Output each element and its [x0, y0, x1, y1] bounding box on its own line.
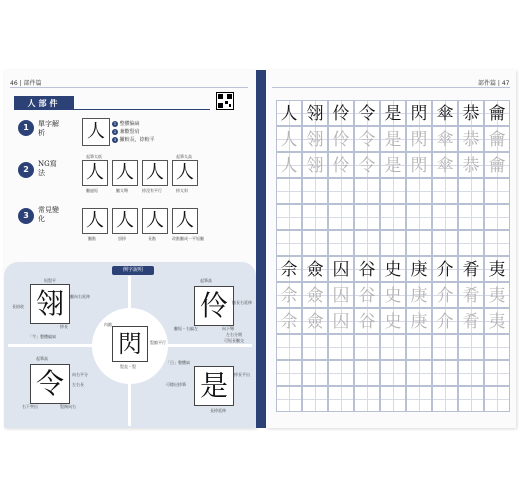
practice-cell-blank[interactable] [458, 386, 484, 412]
practice-cell-trace: 人 [276, 126, 302, 152]
practice-cell-trace: 肴 [458, 308, 484, 334]
practice-cell-trace: 佘 [276, 282, 302, 308]
practice-cell-trace: 閃 [406, 126, 432, 152]
blank-row-1c [276, 230, 510, 256]
practice-cell-blank[interactable] [276, 178, 302, 204]
practice-cell-trace: 翎 [302, 126, 328, 152]
practice-cell-trace: 僉 [302, 282, 328, 308]
practice-cell-model: 翎 [302, 100, 328, 126]
q3-label-1: 向右平分 [72, 372, 88, 377]
step-1-number: 1 [18, 120, 34, 136]
practice-cell-trace: 肴 [458, 282, 484, 308]
practice-cell-blank[interactable] [458, 360, 484, 386]
ng-caption-1: 撇過短 [86, 188, 98, 193]
banner-underline [74, 109, 210, 110]
practice-cell-model: 夷 [484, 256, 510, 282]
practice-cell-trace: 僉 [302, 308, 328, 334]
q2-label-0: 起筆高 [200, 278, 212, 283]
trace-row-1b [276, 152, 510, 178]
variant-glyph-3: 人 [142, 208, 168, 234]
q3-label-2: 左右長 [72, 382, 84, 387]
practice-cell-trace: 伶 [328, 126, 354, 152]
practice-cell-trace: 令 [354, 152, 380, 178]
practice-cell-trace: 閃 [406, 152, 432, 178]
practice-cell-blank[interactable] [406, 360, 432, 386]
practice-cell-blank[interactable] [406, 178, 432, 204]
note-2: 2 兼歡豎肩 [113, 129, 140, 135]
left-page-number: 46 | 部件篇 [10, 80, 42, 87]
practice-cell-blank[interactable] [484, 204, 510, 230]
practice-cell-blank[interactable] [302, 230, 328, 256]
practice-cell-blank[interactable] [458, 178, 484, 204]
practice-cell-trace: 翎 [302, 152, 328, 178]
practice-cell-blank[interactable] [458, 334, 484, 360]
practice-cell-blank[interactable] [354, 360, 380, 386]
practice-cell-blank[interactable] [302, 334, 328, 360]
practice-cell-trace: 夷 [484, 308, 510, 334]
practice-cell-blank[interactable] [380, 386, 406, 412]
model-row-1 [276, 100, 510, 126]
ng-glyph-4: 人 [172, 160, 198, 186]
practice-cell-model: 佘 [276, 256, 302, 282]
practice-cell-blank[interactable] [484, 178, 510, 204]
practice-cell-blank[interactable] [380, 334, 406, 360]
q3-label-0: 起筆高 [36, 356, 48, 361]
practice-cell-blank[interactable] [328, 334, 354, 360]
ng-glyph-2: 人 [112, 160, 138, 186]
blank-row-2a [276, 334, 510, 360]
center-label-0: 內縮 [104, 322, 112, 327]
step-1-notes [112, 120, 155, 144]
practice-cell-blank[interactable] [432, 360, 458, 386]
practice-cell-blank[interactable] [328, 204, 354, 230]
practice-cell-blank[interactable] [328, 360, 354, 386]
note-3: 3 撇較長，捺較平 [113, 137, 155, 143]
q1-label-2: 長鉛收 [12, 304, 24, 309]
practice-cell-trace: 夷 [484, 282, 510, 308]
variant-glyph-2: 人 [112, 208, 138, 234]
practice-cell-trace: 史 [380, 308, 406, 334]
ng-caption-3: 捺沒有平行 [142, 188, 162, 193]
practice-cell-blank[interactable] [302, 386, 328, 412]
q4-label-3: 長捺延伸 [210, 408, 226, 413]
q2-label-4: 左右分開 [226, 332, 242, 337]
step-2-label-high: 起筆太高 [176, 154, 192, 159]
practice-cell-blank[interactable] [354, 334, 380, 360]
practice-cell-model: 令 [354, 100, 380, 126]
practice-cell-blank[interactable] [432, 178, 458, 204]
q1-label-0: 撇向右延伸 [70, 294, 90, 299]
practice-cell-blank[interactable] [406, 386, 432, 412]
practice-cell-blank[interactable] [380, 360, 406, 386]
practice-cell-blank[interactable] [432, 230, 458, 256]
practice-cell-model: 伶 [328, 100, 354, 126]
practice-cell-model: 傘 [432, 100, 458, 126]
ng-caption-4: 捺太斜 [176, 188, 188, 193]
practice-cell-blank[interactable] [276, 230, 302, 256]
variant-caption-1: 撇點 [88, 236, 96, 241]
practice-cell-trace: 介 [432, 282, 458, 308]
q3-label-4: 豎鉤向右 [60, 404, 76, 409]
q2-label-2: 撇短・右偏左 [174, 326, 198, 331]
practice-cell-blank[interactable] [328, 178, 354, 204]
practice-cell-trace: 谷 [354, 308, 380, 334]
practice-cell-blank[interactable] [432, 204, 458, 230]
practice-cell-trace: 龠 [484, 152, 510, 178]
q1-label-3: 捺長 [60, 324, 68, 329]
practice-cell-model: 史 [380, 256, 406, 282]
example-glyph-shan: 閃 [112, 326, 148, 362]
practice-cell-blank[interactable] [406, 204, 432, 230]
practice-cell-blank[interactable] [354, 204, 380, 230]
book-spine [256, 70, 266, 428]
right-page-number: 部件篇 | 47 [478, 80, 510, 87]
center-label-2: 豎直・豎 [120, 364, 136, 369]
variant-caption-3: 長點 [148, 236, 156, 241]
blank-row-2c [276, 386, 510, 412]
practice-cell-model: 谷 [354, 256, 380, 282]
practice-cell-trace: 介 [432, 308, 458, 334]
practice-cell-blank[interactable] [276, 204, 302, 230]
section-banner: 人部件 [14, 96, 74, 110]
practice-cell-blank[interactable] [484, 386, 510, 412]
practice-cell-trace: 囚 [328, 282, 354, 308]
practice-cell-blank[interactable] [484, 360, 510, 386]
variant-caption-4: 改點撇成一平短撇 [172, 236, 204, 241]
practice-cell-blank[interactable] [484, 334, 510, 360]
practice-cell-trace: 史 [380, 282, 406, 308]
trace-row-2a [276, 282, 510, 308]
practice-cell-blank[interactable] [276, 386, 302, 412]
practice-cell-blank[interactable] [380, 230, 406, 256]
variant-glyph-1: 人 [82, 208, 108, 234]
practice-cell-trace: 恭 [458, 152, 484, 178]
practice-cell-blank[interactable] [406, 334, 432, 360]
step-2-number: 2 [18, 162, 34, 178]
q2-label-5: 可短長撇交 [224, 338, 244, 343]
practice-cell-model: 人 [276, 100, 302, 126]
practice-cell-blank[interactable] [406, 230, 432, 256]
practice-cell-blank[interactable] [354, 386, 380, 412]
practice-cell-blank[interactable] [354, 230, 380, 256]
variant-caption-2: 頂捺 [118, 236, 126, 241]
practice-cell-model: 閃 [406, 100, 432, 126]
practice-cell-blank[interactable] [432, 386, 458, 412]
example-glyph-shi: 是 [194, 366, 234, 406]
practice-cell-trace: 是 [380, 152, 406, 178]
practice-cell-trace: 令 [354, 126, 380, 152]
practice-cell-trace: 庚 [406, 282, 432, 308]
practice-cell-blank[interactable] [276, 360, 302, 386]
qr-code-icon[interactable] [216, 92, 234, 110]
practice-cell-blank[interactable] [380, 204, 406, 230]
practice-cell-blank[interactable] [302, 360, 328, 386]
q1-label-1: 短豎平 [44, 278, 56, 283]
blank-row-2b [276, 360, 510, 386]
practice-cell-trace: 人 [276, 152, 302, 178]
trace-row-2b [276, 308, 510, 334]
practice-cell-blank[interactable] [458, 204, 484, 230]
practice-cell-model: 僉 [302, 256, 328, 282]
example-glyph-ling3: 令 [30, 364, 70, 404]
practice-cell-blank[interactable] [328, 230, 354, 256]
trace-row-1a [276, 126, 510, 152]
q4-label-1: 捺長平出 [234, 372, 250, 377]
practice-cell-blank[interactable] [302, 204, 328, 230]
example-panel-title: 例字說明 [112, 266, 154, 275]
variant-glyph-4: 人 [172, 208, 198, 234]
practice-cell-blank[interactable] [276, 334, 302, 360]
q4-label-0: 「日」整體扁 [166, 360, 190, 365]
note-1: 1 整體偏扁 [113, 121, 140, 127]
practice-cell-trace: 傘 [432, 126, 458, 152]
q3-label-3: 右下突出 [22, 404, 38, 409]
practice-cell-trace: 恭 [458, 126, 484, 152]
model-row-2 [276, 256, 510, 282]
blank-row-1b [276, 204, 510, 230]
q4-label-2: 可標出捺筆 [166, 382, 186, 387]
step-3-title: 常見變化 [38, 206, 59, 223]
step-2-label-low: 起筆太低 [86, 154, 102, 159]
practice-cell-model: 肴 [458, 256, 484, 282]
practice-cell-blank[interactable] [432, 334, 458, 360]
example-glyph-ling2: 伶 [194, 286, 234, 326]
practice-cell-trace: 谷 [354, 282, 380, 308]
step-3-number: 3 [18, 208, 34, 224]
practice-cell-trace: 伶 [328, 152, 354, 178]
practice-cell-trace: 龠 [484, 126, 510, 152]
practice-cell-blank[interactable] [484, 230, 510, 256]
q2-label-1: 撇長右延伸 [232, 300, 252, 305]
right-header-rule [272, 87, 510, 88]
ng-caption-2: 撇太彎 [116, 188, 128, 193]
blank-row-1a [276, 178, 510, 204]
step-2-title: NG寫法 [38, 160, 57, 177]
practice-cell-trace: 傘 [432, 152, 458, 178]
practice-cell-blank[interactable] [354, 178, 380, 204]
practice-cell-trace: 佘 [276, 308, 302, 334]
practice-grid-top [276, 100, 510, 256]
center-label-1: 豎縮平行 [150, 340, 166, 345]
practice-cell-model: 介 [432, 256, 458, 282]
practice-cell-model: 恭 [458, 100, 484, 126]
q2-label-3: 向下彎 [222, 326, 234, 331]
practice-cell-trace: 庚 [406, 308, 432, 334]
practice-cell-blank[interactable] [458, 230, 484, 256]
q1-label-4: 「令」整體偏扁 [28, 334, 56, 339]
example-glyph-ling: 翎 [30, 284, 70, 324]
left-header-rule [10, 87, 248, 88]
step-1-title: 單字解析 [38, 120, 59, 137]
step-1-glyph-box: 人 [82, 118, 110, 146]
practice-grid-bottom [276, 256, 510, 412]
ng-glyph-3: 人 [142, 160, 168, 186]
practice-cell-model: 囚 [328, 256, 354, 282]
practice-cell-blank[interactable] [380, 178, 406, 204]
practice-cell-model: 龠 [484, 100, 510, 126]
practice-cell-trace: 囚 [328, 308, 354, 334]
practice-cell-blank[interactable] [302, 178, 328, 204]
practice-cell-blank[interactable] [328, 386, 354, 412]
practice-cell-model: 庚 [406, 256, 432, 282]
practice-cell-trace: 是 [380, 126, 406, 152]
ng-glyph-1: 人 [82, 160, 108, 186]
practice-cell-model: 是 [380, 100, 406, 126]
